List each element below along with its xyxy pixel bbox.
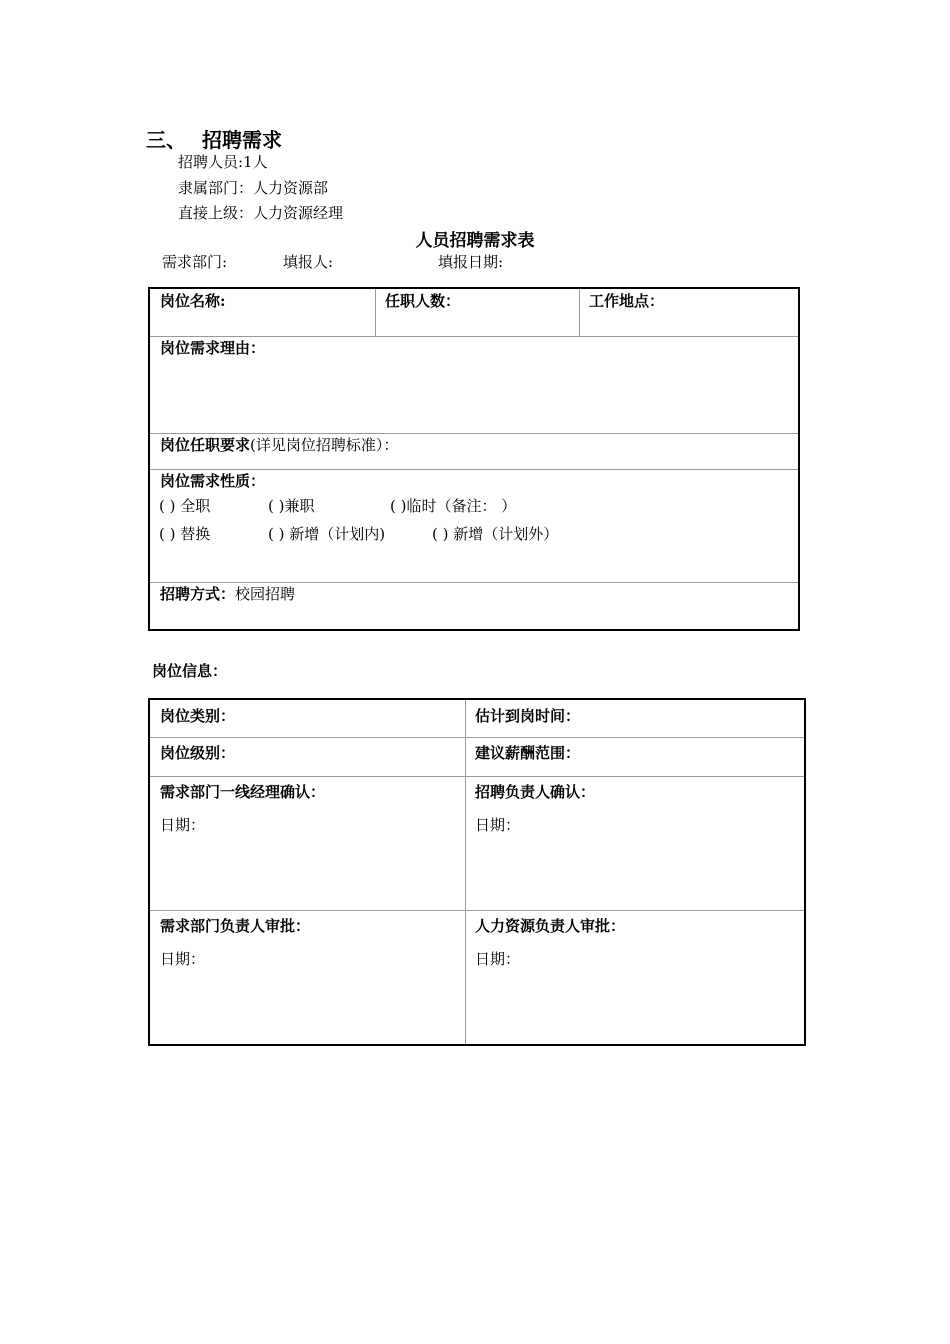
meta-dept: 需求部门:	[162, 253, 228, 271]
supervisor: 直接上级：人力资源经理	[178, 204, 344, 222]
arrival-label: 估计到岗时间：	[475, 707, 581, 725]
section-heading	[146, 124, 282, 153]
divider	[375, 289, 376, 336]
divider	[579, 289, 580, 336]
department: 隶属部门：人力资源部	[178, 179, 329, 197]
dept-head-approval-label: 需求部门负责人审批：	[160, 917, 311, 935]
location-label: 工作地点：	[589, 292, 665, 310]
option-temporary: ( )临时（备注： ）	[390, 497, 517, 515]
date-label: 日期：	[160, 950, 206, 968]
method-label: 招聘方式：	[160, 585, 236, 603]
section-title: 招聘需求	[202, 128, 282, 152]
option-new-unplanned: ( ) 新增（计划外）	[432, 525, 559, 543]
recruit-count: 招聘人员:1人	[178, 153, 268, 171]
position-name-label: 岗位名称:	[160, 292, 226, 310]
form-title: 人员招聘需求表	[415, 231, 535, 251]
divider	[150, 737, 804, 738]
position-info-label: 岗位信息：	[152, 662, 228, 680]
date-label: 日期：	[475, 816, 521, 834]
option-replace: ( ) 替换	[159, 525, 211, 543]
requirements-row	[160, 434, 398, 455]
reason-label: 岗位需求理由：	[160, 339, 266, 357]
section-number: 三、	[146, 128, 186, 152]
nature-label: 岗位需求性质：	[160, 472, 266, 490]
requirements-label: 岗位任职要求	[160, 436, 251, 454]
recruiter-confirm-label: 招聘负责人确认：	[475, 783, 596, 801]
divider	[150, 776, 804, 777]
option-parttime: ( )兼职	[268, 497, 315, 515]
dept-manager-confirm-label: 需求部门一线经理确认：	[160, 783, 326, 801]
method-value: 校园招聘	[235, 585, 296, 603]
salary-label: 建议薪酬范围：	[475, 744, 581, 762]
option-new-planned: ( ) 新增（计划内)	[268, 525, 386, 543]
divider	[150, 910, 804, 911]
date-label: 日期：	[475, 950, 521, 968]
level-label: 岗位级别：	[160, 744, 236, 762]
category-label: 岗位类别：	[160, 707, 236, 725]
headcount-label: 任职人数：	[385, 292, 461, 310]
requirements-note: (详见岗位招聘标准）：	[250, 436, 399, 454]
meta-date: 填报日期:	[438, 253, 504, 271]
date-label: 日期：	[160, 816, 206, 834]
hr-head-approval-label: 人力资源负责人审批：	[475, 917, 626, 935]
method-row	[160, 583, 295, 604]
option-fulltime: ( ) 全职	[159, 497, 211, 515]
divider	[465, 700, 466, 1044]
meta-filler: 填报人:	[283, 253, 334, 271]
